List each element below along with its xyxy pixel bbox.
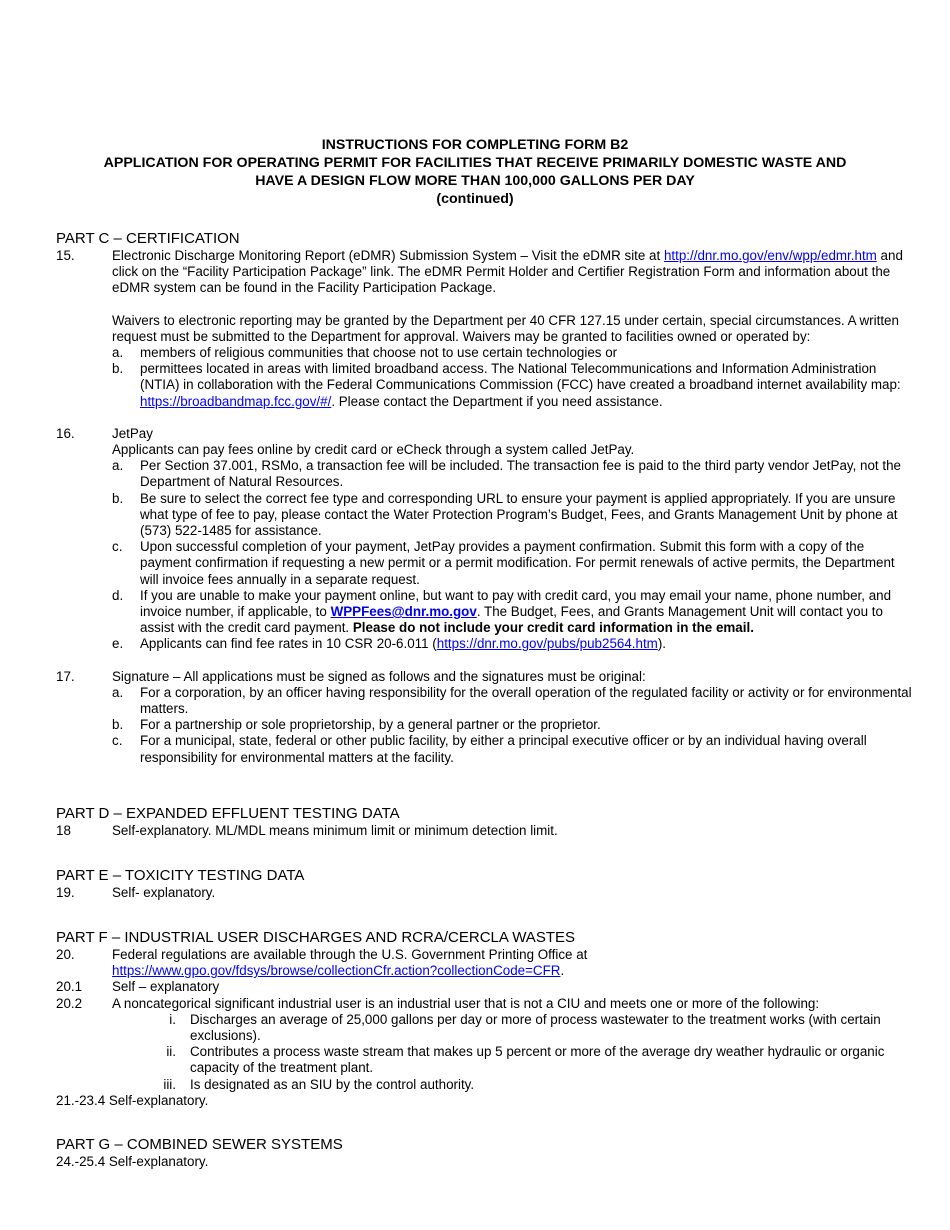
list-letter: c. [112, 539, 123, 555]
item-20 [56, 947, 916, 979]
list-text: members of religious communities that choose not to use certain technologies or [140, 345, 618, 361]
list-item [112, 361, 916, 410]
item-19 [56, 885, 916, 901]
item-number: 20.2 [56, 995, 83, 1011]
document-title [0, 136, 950, 208]
list-text: Be sure to select the correct fee type and corresponding URL to ensure your payment is applied appropriately. If you are unsure what type of fee to pay, please contact the Water Protection Program’s Budget, Fees, and Grants Management Unit by phone at (573) 522-1485 for assistance. [140, 490, 898, 539]
text-span: . Please contact the Department if you need assistance. [331, 393, 663, 409]
roman-numeral: ii. [166, 1044, 176, 1060]
part-g-heading: PART G – COMBINED SEWER SYSTEMS [56, 1136, 343, 1153]
list-letter: d. [112, 587, 124, 603]
roman-list-item [148, 1044, 916, 1076]
item-title: JetPay [112, 425, 153, 441]
list-item [112, 717, 916, 733]
part-f-heading: PART F – INDUSTRIAL USER DISCHARGES AND RCRA/CERCLA WASTES [56, 929, 575, 946]
list-item [112, 733, 916, 765]
list-text: For a corporation, by an officer having responsibility for the overall operation of the regulated facility or activity or for environmental matters. [140, 684, 912, 717]
roman-numeral: iii. [163, 1076, 176, 1092]
list-item [112, 458, 916, 490]
list-text: Upon successful completion of your payment, JetPay provides a payment confirmation. Submit this form with a copy of the payment confirmation if requesting a new permit or a permit modification. For permit renewals of active permits, the Department will invoice fees annually in a separate request. [140, 539, 895, 587]
text-span: permittees located in areas with limited broadband access. The National Telecommunications and Information Administration (NTIA) in collaboration with the Federal Communications Commission (FCC) have created a broadband internet availability map: [140, 361, 901, 393]
title-line-3: HAVE A DESIGN FLOW MORE THAN 100,000 GALLONS PER DAY [255, 173, 695, 189]
text-span: and click on the “Facility Participation Package” link. The eDMR Permit Holder and Certifier Registration Form and information about the eDMR system can be found in the Facility Participation Package. [112, 248, 903, 296]
item-24-25: 24.-25.4 Self-explanatory. [56, 1154, 209, 1169]
item-18 [56, 823, 916, 839]
part-d-heading: PART D – EXPANDED EFFLUENT TESTING DATA [56, 805, 400, 822]
list-item [112, 491, 916, 540]
text-span: If you are unable to make your payment online, but want to pay with credit card, you may email your name, phone number, and invoice number, if applicable, to [140, 587, 892, 620]
item-15 [56, 248, 916, 297]
item-number: 18 [56, 823, 71, 838]
item-16 [56, 426, 916, 442]
item-number: 16. [56, 425, 75, 441]
part-e-section [56, 867, 916, 901]
list-letter: b. [112, 490, 124, 506]
text-span: . The Budget, Fees, and Grants Management Unit will contact you to assist with the credit card payment. [140, 604, 883, 636]
fee-rates-link[interactable]: https://dnr.mo.gov/pubs/pub2564.htm [436, 636, 658, 652]
item-number: 15. [56, 248, 75, 263]
list-letter: b. [112, 717, 124, 733]
list-text: Is designated as an SIU by the control authority. [190, 1076, 475, 1092]
list-letter: a. [112, 345, 124, 361]
roman-list-item [148, 1012, 916, 1044]
roman-list-item [148, 1077, 916, 1093]
edmr-link[interactable]: http://dnr.mo.gov/env/wpp/edmr.htm [663, 248, 877, 263]
list-letter: e. [112, 636, 124, 652]
list-item [112, 685, 916, 717]
title-line-2: APPLICATION FOR OPERATING PERMIT FOR FACILITIES THAT RECEIVE PRIMARILY DOMESTIC WASTE AND [103, 155, 847, 171]
title-line-1: INSTRUCTIONS FOR COMPLETING FORM B2 [321, 137, 629, 153]
item-text: A noncategorical significant industrial user is an industrial user that is not a CIU and meets one or more of the following: [112, 995, 820, 1011]
list-letter: a. [112, 684, 124, 700]
part-g-section [56, 1136, 916, 1170]
roman-numeral: i. [169, 1011, 176, 1027]
item-20-2 [56, 996, 916, 1012]
item-17 [56, 669, 916, 685]
item-text: Signature – All applications must be signed as follows and the signatures must be original: [112, 668, 646, 684]
item-20-1 [56, 979, 916, 995]
list-text: For a partnership or sole proprietorship, by a general partner or the proprietor. [140, 717, 601, 733]
title-line-4: (continued) [436, 191, 514, 207]
list-text: Contributes a process waste stream that makes up 5 percent or more of the average dry weather hydraulic or organic capacity of the treatment plant. [190, 1044, 885, 1076]
list-text [140, 636, 916, 652]
jetpay-intro: Applicants can pay fees online by credit card or eCheck through a system called JetPay. [112, 442, 635, 458]
part-c-section [56, 230, 916, 766]
part-e-heading: PART E – TOXICITY TESTING DATA [56, 867, 305, 884]
part-d-section [56, 805, 916, 839]
list-text [140, 361, 916, 410]
text-span: ). [657, 636, 667, 652]
item-number: 17. [56, 668, 75, 684]
item-text: Self- explanatory. [112, 885, 216, 900]
item-number: 20. [56, 947, 75, 962]
list-item [112, 588, 916, 637]
list-text: Discharges an average of 25,000 gallons per day or more of process wastewater to the treatment works (with certain exclusions). [190, 1011, 881, 1044]
item-text [112, 947, 916, 979]
list-letter: b. [112, 361, 124, 377]
list-text [140, 588, 916, 637]
list-letter: c. [112, 733, 123, 749]
list-text: For a municipal, state, federal or other public facility, by either a principal executive officer or by an individual having overall responsibility for environmental matters at the facility. [140, 733, 867, 765]
part-f-section [56, 929, 916, 1109]
item-number: 19. [56, 885, 75, 900]
waiver-paragraph: Waivers to electronic reporting may be granted by the Department per 40 CFR 127.15 under certain, special circumstances. A written request must be submitted to the Department for approval. Waivers may be granted to facilities owned or operated by: [112, 312, 899, 344]
text-span: . [560, 963, 565, 979]
credit-card-warning: Please do not include your credit card information in the email. [352, 620, 754, 636]
broadband-map-link[interactable]: https://broadbandmap.fcc.gov/#/ [140, 393, 332, 409]
item-text: Self-explanatory. ML/MDL means minimum limit or minimum detection limit. [112, 823, 558, 838]
item-number: 20.1 [56, 979, 83, 995]
item-text [112, 248, 916, 297]
list-item [112, 345, 916, 361]
text-span: Electronic Discharge Monitoring Report (eDMR) Submission System – Visit the eDMR site at [112, 248, 664, 263]
gpo-cfr-link[interactable]: https://www.gpo.gov/fdsys/browse/collectionCfr.action?collectionCode=CFR [112, 963, 561, 979]
text-span: Applicants can find fee rates in 10 CSR 20-6.011 ( [140, 636, 437, 652]
text-span: Federal regulations are available through the U.S. Government Printing Office at [112, 947, 588, 962]
part-c-heading: PART C – CERTIFICATION [56, 230, 240, 247]
item-text: Self – explanatory [112, 979, 220, 995]
list-letter: a. [112, 458, 124, 474]
list-item [112, 539, 916, 588]
list-item [112, 636, 916, 652]
list-text: Per Section 37.001, RSMo, a transaction fee will be included. The transaction fee is paid to the third party vendor JetPay, not the Department of Natural Resources. [140, 458, 901, 490]
wppfees-email-link[interactable]: WPPFees@dnr.mo.gov [330, 604, 477, 620]
item-21-23: 21.-23.4 Self-explanatory. [56, 1092, 209, 1108]
